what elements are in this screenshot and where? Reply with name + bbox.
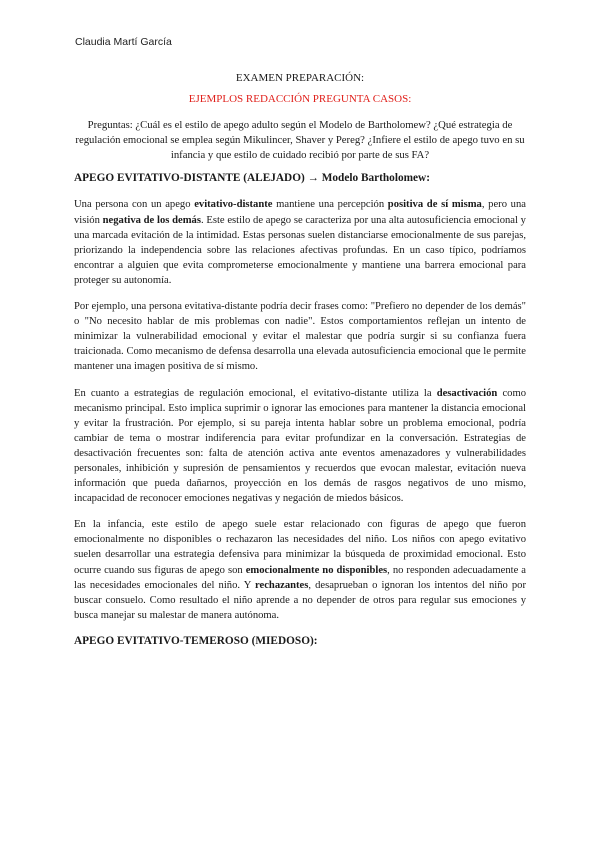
- bold-term: negativa de los demás: [102, 214, 201, 226]
- text-run: . Este estilo de apego se caracteriza por una alta autosuficiencia emocional y una marcada evitación de la intimidad. Estas personas suelen distanciarse emocionalmente de sus parejas, priorizando la independencia sobre las relaciones afectivas profundas. En un caso típico, podríamos encontrar a alguien que evita comprometerse emocionalmente y mantiene una barrera emocional para proteger su autonomía.: [74, 214, 526, 286]
- bold-term: evitativo-distante: [194, 199, 273, 211]
- bold-term: desactivación: [436, 387, 498, 399]
- text-run: , no responden adecuadamente a las necesidades emocionales del niño. Y: [74, 564, 526, 591]
- document-subtitle: EJEMPLOS REDACCIÓN PREGUNTA CASOS:: [188, 93, 412, 106]
- heading-model: Modelo Bartholomew:: [321, 172, 430, 185]
- paragraph-example: Por ejemplo, una persona evitativa-distante podría decir frases como: "Prefiero no depender de los demás" o "No necesito hablar de mis problemas con nadie". Estos comportamientos reflejan un intento de minimizar la vulnerabilidad emocional y evitar el malestar que podría surgir si su confianza fuera traicionada. Como mecanismo de defensa desarrolla una elevada autosuficiencia emocional que le permite mantener una imagen positiva de sí mismo.: [74, 301, 526, 373]
- text-run: , desaprueban o ignoran los intentos del niño por buscar consuelo. Como resultado el niño aprende a no depender de otros para regular sus emociones y busca manejar su malestar de manera autónoma.: [74, 579, 526, 621]
- text-run: En cuanto a estrategias de regulación emocional, el evitativo-distante utiliza la: [74, 387, 437, 399]
- text-run: mantiene una percepción: [272, 199, 388, 211]
- paragraph-regulation: [74, 386, 526, 507]
- paragraph-definition: [74, 197, 526, 288]
- document-title: EXAMEN PREPARACIÓN:: [235, 72, 365, 84]
- document-body: [74, 71, 526, 660]
- text-run: En la infancia, este estilo de apego suele estar relacionado con figuras de apego que fueron emocionalmente no disponibles o rechazaron las necesidades del niño. Los niños con apego evitativo suelen desarrollar una estrategia defensiva para minimizar la búsqueda de proximidad emocional. Esto ocurre cuando sus figuras de apego son: [74, 519, 526, 576]
- text-run: como mecanismo principal. Esto implica suprimir o ignorar las emociones para mantener la distancia emocional y evitar la frustración. Por ejemplo, si su pareja intenta hablar sobre un problema emocional, podría cambiar de tema o mostrar indiferencia para evitar profundizar en la conversación. Estrategias de desactivación frecuentes son: falta de atención activa ante eventos amenazadores y vulnerabilidades personales, inhibición y supresión de pensamientos y recuerdos que evocan malestar, evitación nueva información que pueda dañarnos, proyección en los demás de rasgos negativos de uno mismo, incapacidad de reconocer emociones negativas y negación de miedos básicos.: [74, 387, 526, 505]
- section-heading-avoidant-fearful: APEGO EVITATIVO-TEMEROSO (MIEDOSO):: [74, 634, 318, 647]
- case-questions: Preguntas: ¿Cuál es el estilo de apego adulto según el Modelo de Bartholomew? ¿Qué estrategia de regulación emocional se emplea según Mikulincer, Shaver y Pereg? ¿Infiere el estilo de apego tuvo en su infancia y que estilo de cuidado recibió por parte de sus FA?: [75, 119, 525, 162]
- text-run: Una persona con un apego: [74, 199, 195, 211]
- bold-term: positiva de sí misma: [387, 199, 482, 211]
- bold-term: emocionalmente no disponibles: [245, 564, 388, 576]
- text-run: , pero una visión: [74, 199, 526, 226]
- bold-term: rechazantes: [255, 579, 309, 591]
- author-name: Claudia Martí García: [75, 36, 172, 48]
- paragraph-childhood: [74, 517, 526, 623]
- section-heading-avoidant-distant: [74, 171, 526, 186]
- heading-main: APEGO EVITATIVO-DISTANTE (ALEJADO) →: [74, 172, 322, 185]
